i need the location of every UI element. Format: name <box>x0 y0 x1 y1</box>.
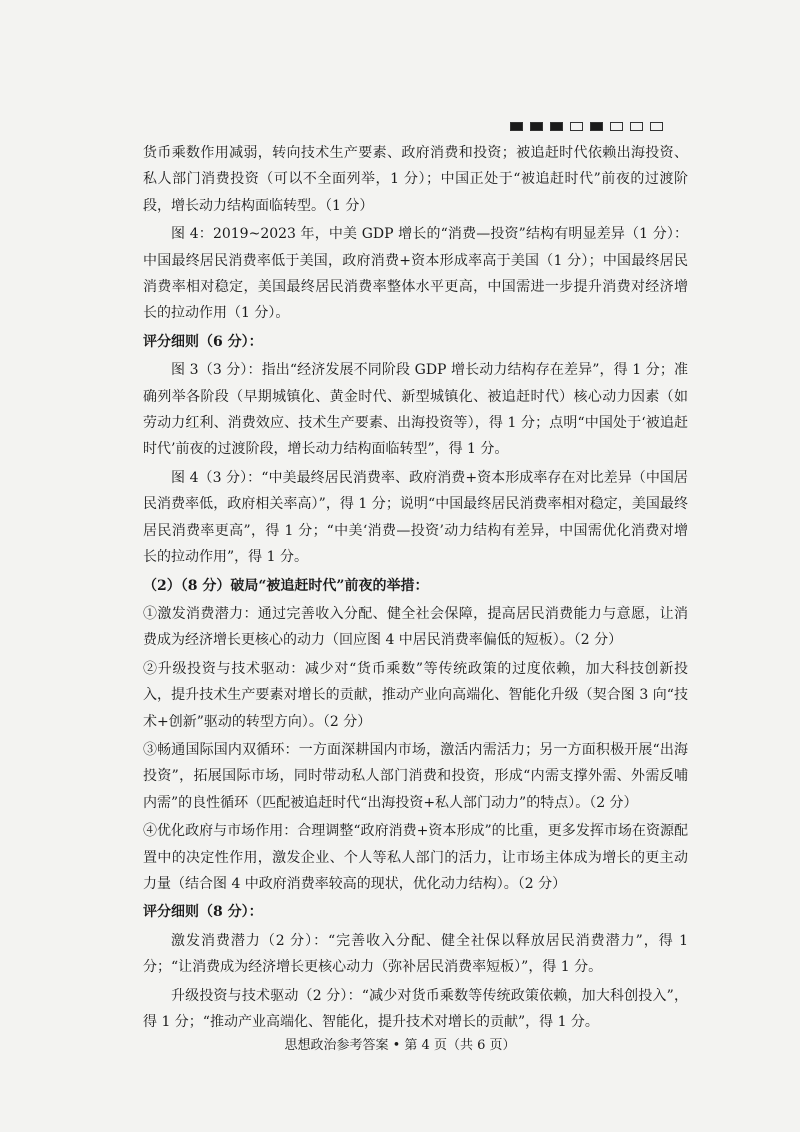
paragraph: ②升级投资与技术驱动：减少对“货币乘数”等传统政策的过度依赖，加大科技创新投入，提升技术生产要素对增长的贡献，推动产业向高端化、智能化升级（契合图 3 向“技术+创新”驱动的转型方向）。（2 分） <box>143 660 688 730</box>
paragraph: ①激发消费潜力：通过完善收入分配、健全社会保障，提高居民消费能力与意愿，让消费成为经济增长更核心的动力（回应图 4 中居民消费率偏低的短板）。（2 分） <box>143 605 688 649</box>
section-heading: （2）（8 分）破局“被追赶时代”前夜的举措： <box>143 577 429 594</box>
page-footer: 思想政治参考答案 • 第 4 页（共 6 页） <box>284 1038 516 1053</box>
header-mark-square <box>590 122 603 131</box>
paragraph: ④优化政府与市场作用：合理调整“政府消费+资本形成”的比重，更多发挥市场在资源配置中的决定性作用，激发企业、个人等私人部门的活力，让市场主体成为增长的更主动力量（结合图 4 中政府消费率较高的现状，优化动力结构）。（2 分） <box>143 823 688 892</box>
header-mark-square <box>610 122 623 131</box>
paragraph: 升级投资与技术驱动（2 分）：“减少对货币乘数等传统政策依赖，加大科创投入”，得 1 分；“推动产业高端化、智能化，提升技术对增长的贡献”，得 1 分。 <box>143 987 688 1030</box>
paragraph: 图 4（3 分）：“中美最终居民消费率、政府消费+资本形成率存在对比差异（中国居民消费率低，政府相关率高）”，得 1 分；说明“中国最终居民消费率相对稳定，美国最终居民消费率更高”，得 1 分；“中美‘消费—投资’动力结构有差异，中国需优化消费对增长的拉动作用”，得 1 分。 <box>143 469 688 566</box>
section-heading: 评分细则（6 分）： <box>143 333 263 350</box>
paragraph: 货币乘数作用减弱，转向技术生产要素、政府消费和投资；被追赶时代依赖出海投资、私人部门消费投资（可以不全面列举，1 分）；中国正处于“被追赶时代”前夜的过渡阶段，增长动力结构面临转型。（1 分） <box>143 145 688 214</box>
document-body <box>143 140 688 1037</box>
header-mark-square <box>550 122 563 131</box>
header-mark-square <box>570 122 583 131</box>
header-marks <box>510 122 663 131</box>
paragraph: ③畅通国际国内双循环：一方面深耕国内市场，激活内需活力；另一方面积极开展“出海投资”，拓展国际市场，同时带动私人部门消费和投资，形成“内需支撑外需、外需反哺内需”的良性循环（匹配被追赶时代“出海投资+私人部门动力”的特点）。（2 分） <box>143 741 688 811</box>
header-mark-square <box>650 122 663 131</box>
header-mark-square <box>630 122 643 131</box>
paragraph: 图 3（3 分）：指出“经济发展不同阶段 GDP 增长动力结构存在差异”，得 1 分；准确列举各阶段（早期城镇化、黄金时代、新型城镇化、被追赶时代）核心动力因素（如劳动力红利、消费效应、技术生产要素、出海投资等），得 1 分；点明“中国处于‘被追赶时代’前夜的过渡阶段，增长动力结构面临转型”，得 1 分。 <box>143 362 688 458</box>
section-heading: 评分细则（8 分）： <box>143 904 263 921</box>
header-mark-square <box>530 122 543 131</box>
paragraph: 激发消费潜力（2 分）：“完善收入分配、健全社保以释放居民消费潜力”，得 1 分；“让消费成为经济增长更核心动力（弥补居民消费率短板）”，得 1 分。 <box>143 932 688 976</box>
paragraph: 图 4：2019~2023 年，中美 GDP 增长的“消费—投资”结构有明显差异（1 分）：中国最终居民消费率低于美国，政府消费+资本形成率高于美国（1 分）；中国最终居民消费率相对稳定，美国最终居民消费率整体水平更高，中国需进一步提升消费对经济增长的拉动作用（1 分）。 <box>143 226 688 322</box>
header-mark-square <box>510 122 523 131</box>
